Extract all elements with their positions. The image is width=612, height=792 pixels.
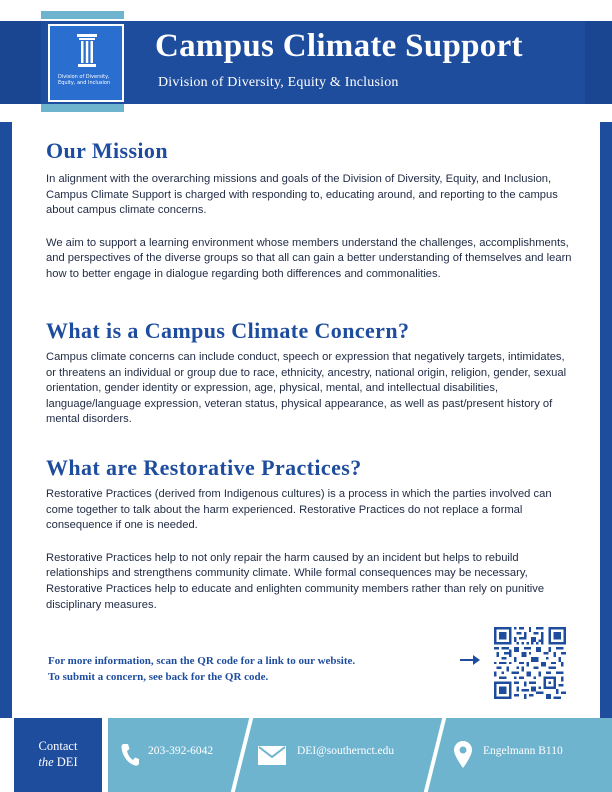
- concern-section: [46, 318, 576, 428]
- mission-paragraph-1: In alignment with the overarching missions and goals of the Division of Diversity, Equity, and Inclusion, Campus Climate Support is charged with responding to, educating around, and reporting to the campus about campus climate concerns.: [46, 173, 558, 217]
- contact-label-line-1: Contact: [38, 739, 78, 753]
- envelope-icon: [258, 746, 286, 765]
- concern-heading: What is a Campus Climate Concern?: [46, 318, 410, 343]
- mission-heading: Our Mission: [46, 138, 168, 163]
- info-line-submit: To submit a concern, see back for the QR code.: [48, 671, 269, 683]
- mission-paragraph-2: We aim to support a learning environment whose members understand the challenges, accomplishments, and perspectives of the diverse groups so that all can gain a better understanding of themselves and learn how to better engage in dialogue regarding both differences and commonalities.: [46, 236, 572, 280]
- footer-location: Engelmann B110: [483, 745, 563, 757]
- page-subtitle: Division of Diversity, Equity & Inclusion: [158, 75, 399, 90]
- right-side-bar: [600, 122, 612, 718]
- header-left-shade: [0, 21, 41, 104]
- logo-column-icon: [77, 34, 97, 70]
- footer-phone[interactable]: 203-392-6042: [148, 745, 214, 757]
- qr-code-icon[interactable]: [494, 627, 566, 699]
- contact-dei-box: [14, 718, 102, 792]
- contact-dei-label: [14, 738, 102, 770]
- location-pin-icon: [454, 741, 472, 768]
- concern-paragraph: Campus climate concerns can include conduct, speech or expression that negatively targets, intimidates, or threatens an individual or group due to race, ethnicity, ancestry, national origin, religion, gender, sexual orientation, gender identity or expression, age, physical, mental, and intellectual disabilities, language/language expression, veteran status, physical appearance, as well as past/present history of mental disorders.: [46, 351, 567, 426]
- restorative-heading: What are Restorative Practices?: [46, 455, 362, 480]
- university-logo: [48, 24, 124, 102]
- mission-section: [46, 138, 576, 283]
- footer-email[interactable]: DEI@southernct.edu: [297, 745, 395, 757]
- header-accent-bottom: [41, 104, 124, 112]
- contact-label-dei: DEI: [53, 755, 78, 769]
- contact-label-the: the: [38, 755, 54, 769]
- header-right-shade: [585, 21, 612, 104]
- logo-line-1: Division of Diversity,: [58, 74, 110, 80]
- info-line-website: For more information, scan the QR code for a link to our website.: [48, 655, 356, 667]
- page-title: Campus Climate Support: [155, 28, 523, 64]
- logo-text: [58, 74, 122, 86]
- phone-icon: [120, 743, 140, 767]
- restorative-paragraph-2: Restorative Practices help to not only repair the harm caused by an incident but helps to rebuild relationships and strengthens community climate. While formal consequences may be necessary, Restorative Practices help to educate and enlighten community members rather than rely on punitive disciplinary measures.: [46, 551, 545, 611]
- restorative-paragraph-1: Restorative Practices (derived from Indigenous cultures) is a process in which the parties involved can come together to talk about the harm experienced. Restorative Practices do not replace a formal consequence if one is needed.: [46, 488, 552, 532]
- left-side-bar: [0, 122, 12, 718]
- restorative-section: [46, 455, 576, 613]
- info-block: [48, 653, 355, 685]
- contact-label-line-2: [14, 754, 102, 770]
- logo-line-2: Equity, and Inclusion: [58, 80, 111, 86]
- header-accent-top: [41, 11, 124, 19]
- right-arrow-icon: [460, 654, 480, 666]
